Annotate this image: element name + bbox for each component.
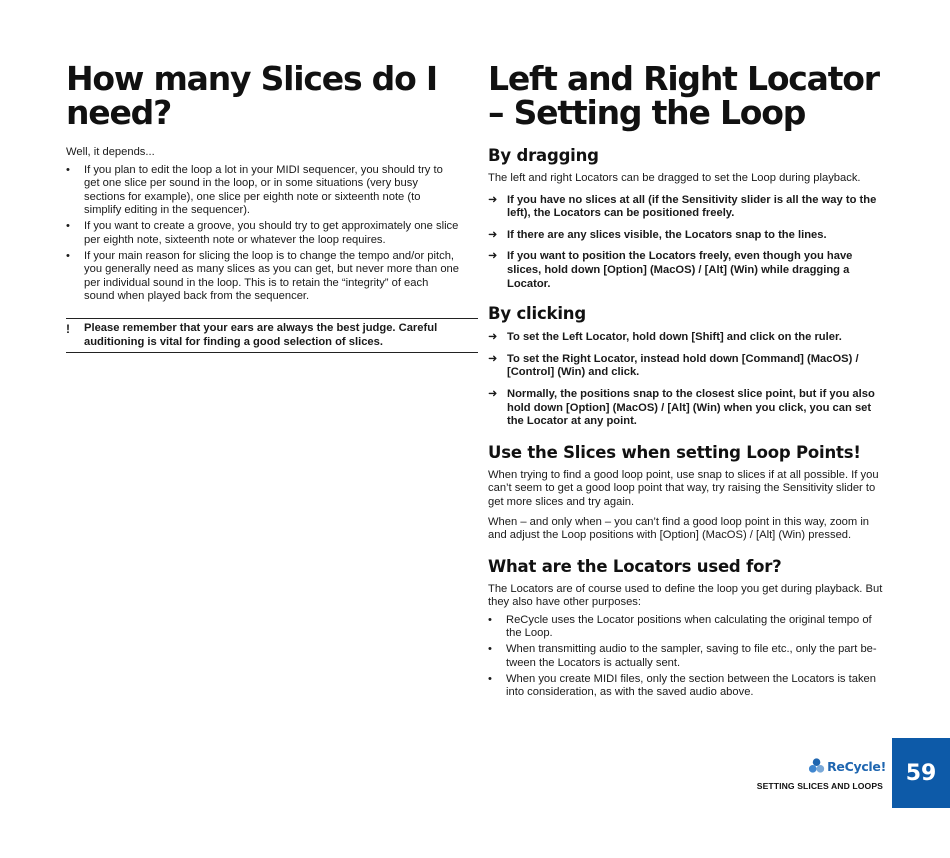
page-number: 59 [905, 760, 937, 786]
list-item: • ReCycle uses the Locator positions when calculating the original tempo of the Loop. [488, 613, 872, 640]
recycle-logo-text: ReCycle! [827, 758, 886, 774]
arrow-icon: ➜ [488, 352, 498, 365]
by-dragging-heading: By dragging [488, 146, 599, 165]
exclamation-icon: ! [66, 321, 70, 336]
list-item: • When transmitting audio to the sampler, saving to file etc., only the part be-tween the Locators is actually sent. [488, 643, 877, 669]
by-dragging-intro: The left and right Locators can be dragged to set the Loop during playback. [488, 172, 861, 184]
list-item: • If your main reason for slicing the loop is to change the tempo and/or pitch, you generally need as many slices as you can get, but never more than one per individual sound in the loop. This is to retain the “integrity” of each sound when played back from the sequencer. [66, 249, 460, 303]
list-item: ➜ To set the Right Locator, instead hold down [Command] (MacOS) / [Control] (Win) and click. [488, 352, 859, 379]
recycle-logo-icon [808, 757, 825, 775]
locators-bullet-list [488, 614, 883, 700]
locators-used-heading: What are the Locators used for? [488, 556, 782, 576]
list-item: ➜ To set the Left Locator, hold down [Shift] and click on the ruler. [488, 331, 842, 344]
note-text: Please remember that your ears are always the best judge. Careful auditioning is vital for finding a good selection of slices. [84, 321, 438, 348]
important-note [66, 318, 478, 353]
arrow-icon: ➜ [488, 387, 498, 400]
list-item: ➜ If you want to position the Locators freely, even though you have slices, hold down [Option] (MacOS) / [Alt] (Win) while dragging a Locator. [488, 250, 853, 290]
list-item: • If you plan to edit the loop a lot in your MIDI sequencer, you should try to get one slice per sound in the loop, or in some situations (very busy sections for example), one slice per eighth note or sixteenth note (to simplify editing in the sequencer). [66, 163, 443, 217]
page-number-block [892, 738, 950, 808]
left-heading: How many Slices do I need? [66, 59, 437, 132]
arrow-icon: ➜ [488, 331, 498, 344]
loop-points-paragraph: When – and only when – you can’t find a good loop point in this way, zoom in and adjust the Loop positions with [Option] (MacOS) / [Alt] (Win) pressed. [488, 515, 870, 542]
right-heading: Left and Right Locator – Setting the Loop [488, 59, 879, 132]
list-item: ➜ Normally, the positions snap to the closest slice point, but if you also hold down [Option] (MacOS) / [Alt] (Win) when you click, you can set the Locator at any point. [488, 387, 875, 428]
dragging-steps [488, 194, 883, 292]
section-title: SETTING SLICES AND LOOPS [756, 781, 883, 791]
list-item: ➜ If you have no slices at all (if the Sensitivity slider is all the way to the left), the Locators can be positioned freely. [488, 193, 877, 220]
list-item: • When you create MIDI files, only the section between the Locators is taken into consideration, as with the saved audio above. [488, 672, 877, 699]
recycle-logo [808, 755, 886, 777]
locators-used-intro: The Locators are of course used to define the loop you get during playback. But they also have other purposes: [488, 582, 883, 609]
arrow-icon: ➜ [488, 228, 498, 241]
list-item: ➜ If there are any slices visible, the Locators snap to the lines. [488, 228, 827, 241]
clicking-steps [488, 331, 883, 429]
by-clicking-heading: By clicking [488, 304, 586, 324]
left-intro: Well, it depends... [66, 146, 155, 158]
arrow-icon: ➜ [488, 250, 498, 263]
loop-points-paragraph: When trying to find a good loop point, use snap to slices if at all possible. If you can’t seem to get a good loop point that way, try raising the Sensitivity slider to get more slices and try again. [488, 468, 879, 508]
right-column [488, 59, 883, 702]
loop-points-heading: Use the Slices when setting Loop Points! [488, 442, 861, 462]
left-column [66, 59, 460, 353]
list-item: • If you want to create a groove, you should try to get approximately one slice per eighth note, sixteenth note or whatever the loop requires. [66, 220, 459, 246]
left-bullet-list [66, 164, 460, 304]
arrow-icon: ➜ [488, 193, 498, 206]
